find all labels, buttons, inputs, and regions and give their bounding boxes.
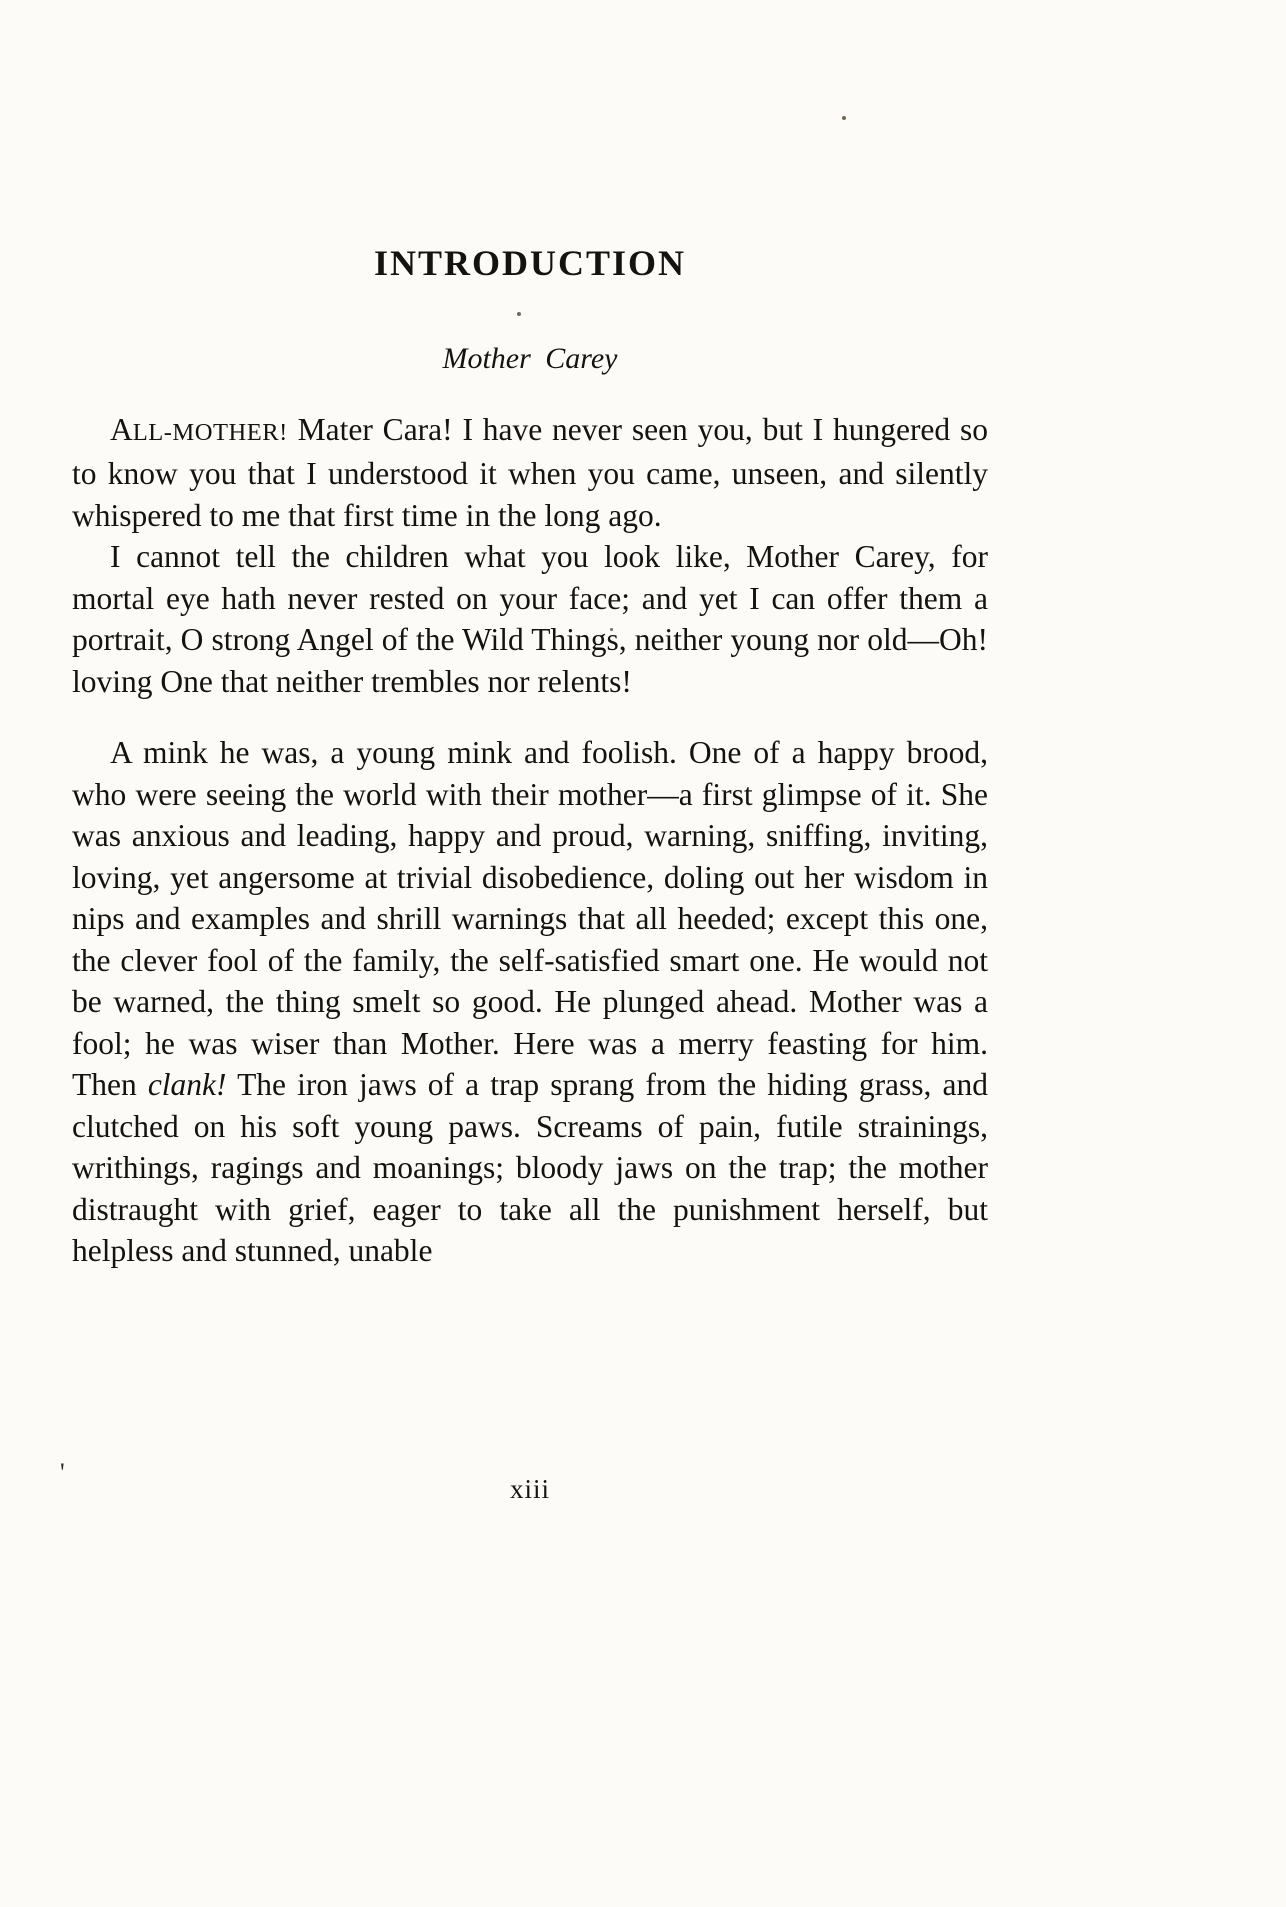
paragraph-mink — [72, 732, 988, 1272]
smallcaps-lead-rest: LL-MOTHER! — [132, 418, 288, 446]
paragraph-all-mother-text: Mater Cara! I have never seen you, but I hungered so to know you that I understood it when you came, unseen, and silently whispered to me that first time in the long ago. — [72, 411, 988, 533]
paragraph-mink-part1: A mink he was, a young mink and foolish. One of a happy brood, who were seeing the world with their mother—a first glimpse of it. She was anxious and leading, happy and proud, warning, sniffing, inviting, loving, yet angersome at trivial disobedience, doling out her wisdom in nips and examples and shrill warnings that all heeded; except this one, the clever fool of the family, the self-satisfied smart one. He would not be warned, the thing smelt so good. He plunged ahead. Mother was a fool; he was wiser than Mother. Here was a merry feasting for him. Then — [72, 735, 988, 1103]
body-copy — [72, 409, 988, 1272]
text-block — [72, 0, 988, 1272]
scan-artifact-mark: ' — [60, 1458, 65, 1487]
paragraph-portrait: I cannot tell the children what you look like, Mother Carey, for mortal eye hath never rested on your face; and yet I can offer them a portrait, O strong Angel of the Wild Things, neither young nor old—Oh! loving One that neither trembles nor relents! — [72, 539, 988, 699]
chapter-title: INTRODUCTION — [373, 243, 687, 283]
section-subtitle: Mother Carey — [442, 341, 618, 375]
paragraph-mink-part2: The iron jaws of a trap sprang from the hiding grass, and clutched on his soft young paws. Screams of pain, futile strainings, writhings, ragings and moanings; bloody jaws on the trap; the mother distraught with grief, eager to take all the punishment herself, but helpless and stunned, unable — [72, 1067, 988, 1269]
paragraph-mink-italic: clank! — [147, 1067, 227, 1103]
smallcaps-lead-initial: A — [110, 411, 133, 447]
paragraph-all-mother — [72, 409, 988, 537]
page-number: xiii — [509, 1474, 550, 1504]
